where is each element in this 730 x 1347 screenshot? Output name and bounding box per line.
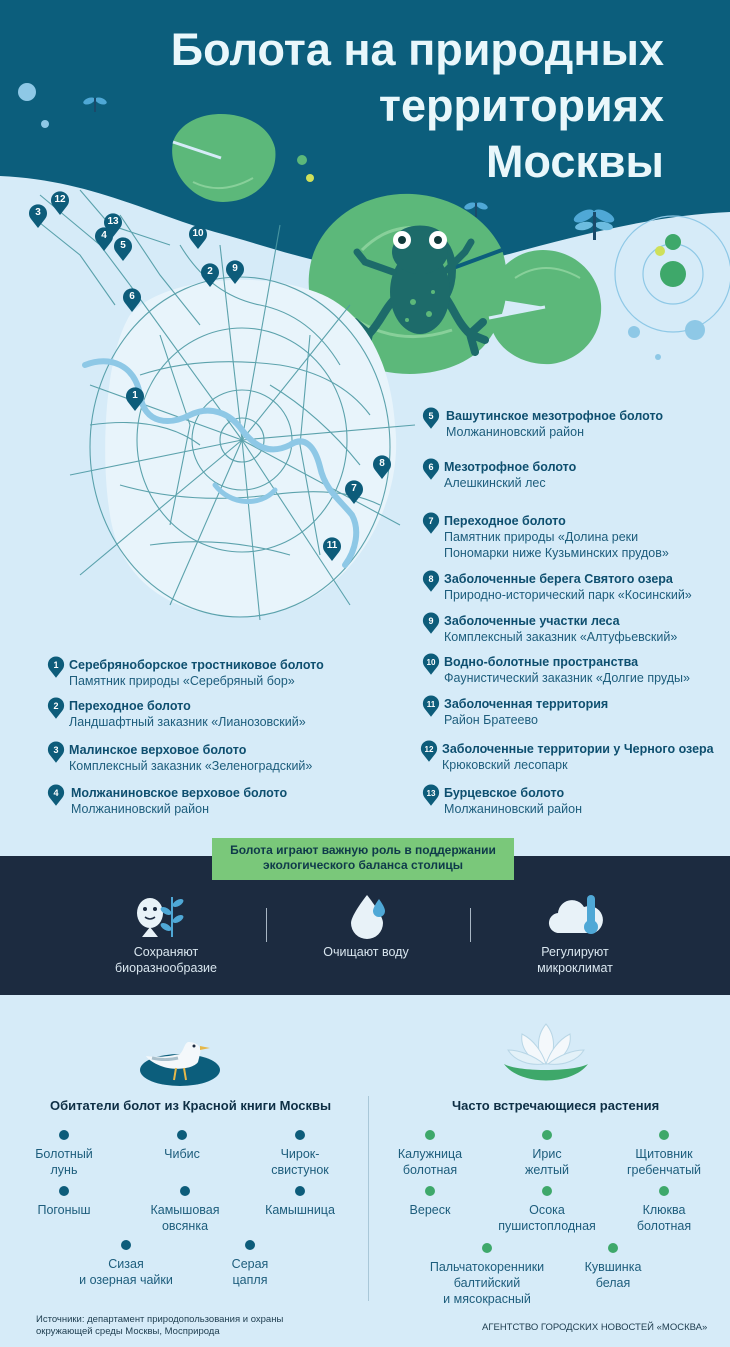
- pin-icon: [422, 612, 440, 634]
- svg-text:5: 5: [428, 410, 434, 421]
- seagull-icon: [140, 1030, 230, 1086]
- fauna-heading: Обитатели болот из Красной книги Москвы: [50, 1098, 332, 1113]
- species-item: Погоныш: [0, 1186, 134, 1218]
- map-pin[interactable]: 3: [28, 204, 48, 228]
- sources-note: Источники: департамент природопользования и охраны окружающей среды Москвы, Мосприрода: [36, 1314, 284, 1337]
- svg-text:1: 1: [53, 659, 59, 670]
- species-item: Калужница болотная: [360, 1130, 500, 1178]
- divider: [470, 908, 471, 942]
- svg-text:13: 13: [426, 788, 436, 798]
- species-item: Серая цапля: [180, 1240, 320, 1288]
- species-item: Сизая и озерная чайки: [56, 1240, 196, 1288]
- species-item: Камышовая овсянка: [115, 1186, 255, 1234]
- moscow-map: [20, 185, 420, 625]
- pin-icon: [422, 784, 440, 806]
- cloud-thermometer-icon: [546, 893, 606, 939]
- roles-banner: Болота играют важную роль в поддержании экологического баланса столицы: [212, 838, 514, 880]
- role-caption: Регулируют микроклимат: [537, 945, 613, 975]
- map-pin[interactable]: 9: [225, 260, 245, 284]
- map-pin[interactable]: 12: [50, 191, 70, 215]
- divider: [266, 908, 267, 942]
- pin-icon: [422, 458, 440, 480]
- species-item: Камышница: [230, 1186, 370, 1218]
- pin-icon: [47, 656, 65, 678]
- water-drop-icon: [347, 893, 393, 939]
- species-item: Щитовник гребенчатый: [594, 1130, 730, 1178]
- species-item: Осока пушистоплодная: [477, 1186, 617, 1234]
- pin-icon: [422, 512, 440, 534]
- svg-text:8: 8: [428, 573, 434, 584]
- svg-text:6: 6: [428, 461, 434, 472]
- species-item: Чирок- свистунок: [230, 1130, 370, 1178]
- fish-plant-icon: [132, 893, 184, 939]
- pin-icon: [47, 741, 65, 763]
- map-pin[interactable]: 6: [122, 288, 142, 312]
- species-item: Кувшинка белая: [543, 1243, 683, 1291]
- pin-icon: [422, 407, 440, 429]
- species-item: Пальчатокоренники балтийский и мясокрасный: [417, 1243, 557, 1307]
- pin-icon: [422, 653, 440, 675]
- svg-text:2: 2: [53, 700, 59, 711]
- pin-icon: [420, 740, 438, 762]
- species-item: Чибис: [112, 1130, 252, 1162]
- species-item: Ирис желтый: [477, 1130, 617, 1178]
- map-pin[interactable]: 1: [125, 387, 145, 411]
- svg-text:10: 10: [426, 657, 436, 667]
- pin-icon: [47, 784, 65, 806]
- map-pin[interactable]: 8: [372, 455, 392, 479]
- svg-text:3: 3: [53, 744, 59, 755]
- map-pin[interactable]: 7: [344, 480, 364, 504]
- species-item: Болотный лунь: [0, 1130, 134, 1178]
- agency-credit: АГЕНТСТВО ГОРОДСКИХ НОВОСТЕЙ «МОСКВА»: [482, 1322, 708, 1333]
- lily-pad-right-icon: [485, 248, 605, 366]
- dragonfly-icon: [572, 206, 616, 242]
- svg-text:12: 12: [424, 744, 434, 754]
- role-caption: Сохраняют биоразнообразие: [115, 945, 217, 975]
- page-title: Болота на природных территориях Москвы: [170, 24, 664, 187]
- svg-text:4: 4: [53, 787, 59, 798]
- map-pin[interactable]: 11: [322, 537, 342, 561]
- water-lily-icon: [500, 1016, 592, 1088]
- flora-heading: Часто встречающиеся растения: [452, 1098, 660, 1113]
- pin-icon: [47, 697, 65, 719]
- map-pin[interactable]: 2: [200, 263, 220, 287]
- species-item: Клюква болотная: [594, 1186, 730, 1234]
- map-pin[interactable]: 5: [113, 237, 133, 261]
- svg-text:7: 7: [428, 515, 434, 526]
- role-caption: Очищают воду: [323, 945, 409, 959]
- map-pin[interactable]: 4: [94, 227, 114, 251]
- map-pin[interactable]: 13: [103, 213, 123, 237]
- map-pin[interactable]: 10: [188, 225, 208, 249]
- pin-icon: [422, 570, 440, 592]
- pin-icon: [422, 695, 440, 717]
- species-item: Вереск: [360, 1186, 500, 1218]
- svg-text:9: 9: [428, 615, 434, 626]
- svg-text:11: 11: [426, 699, 436, 709]
